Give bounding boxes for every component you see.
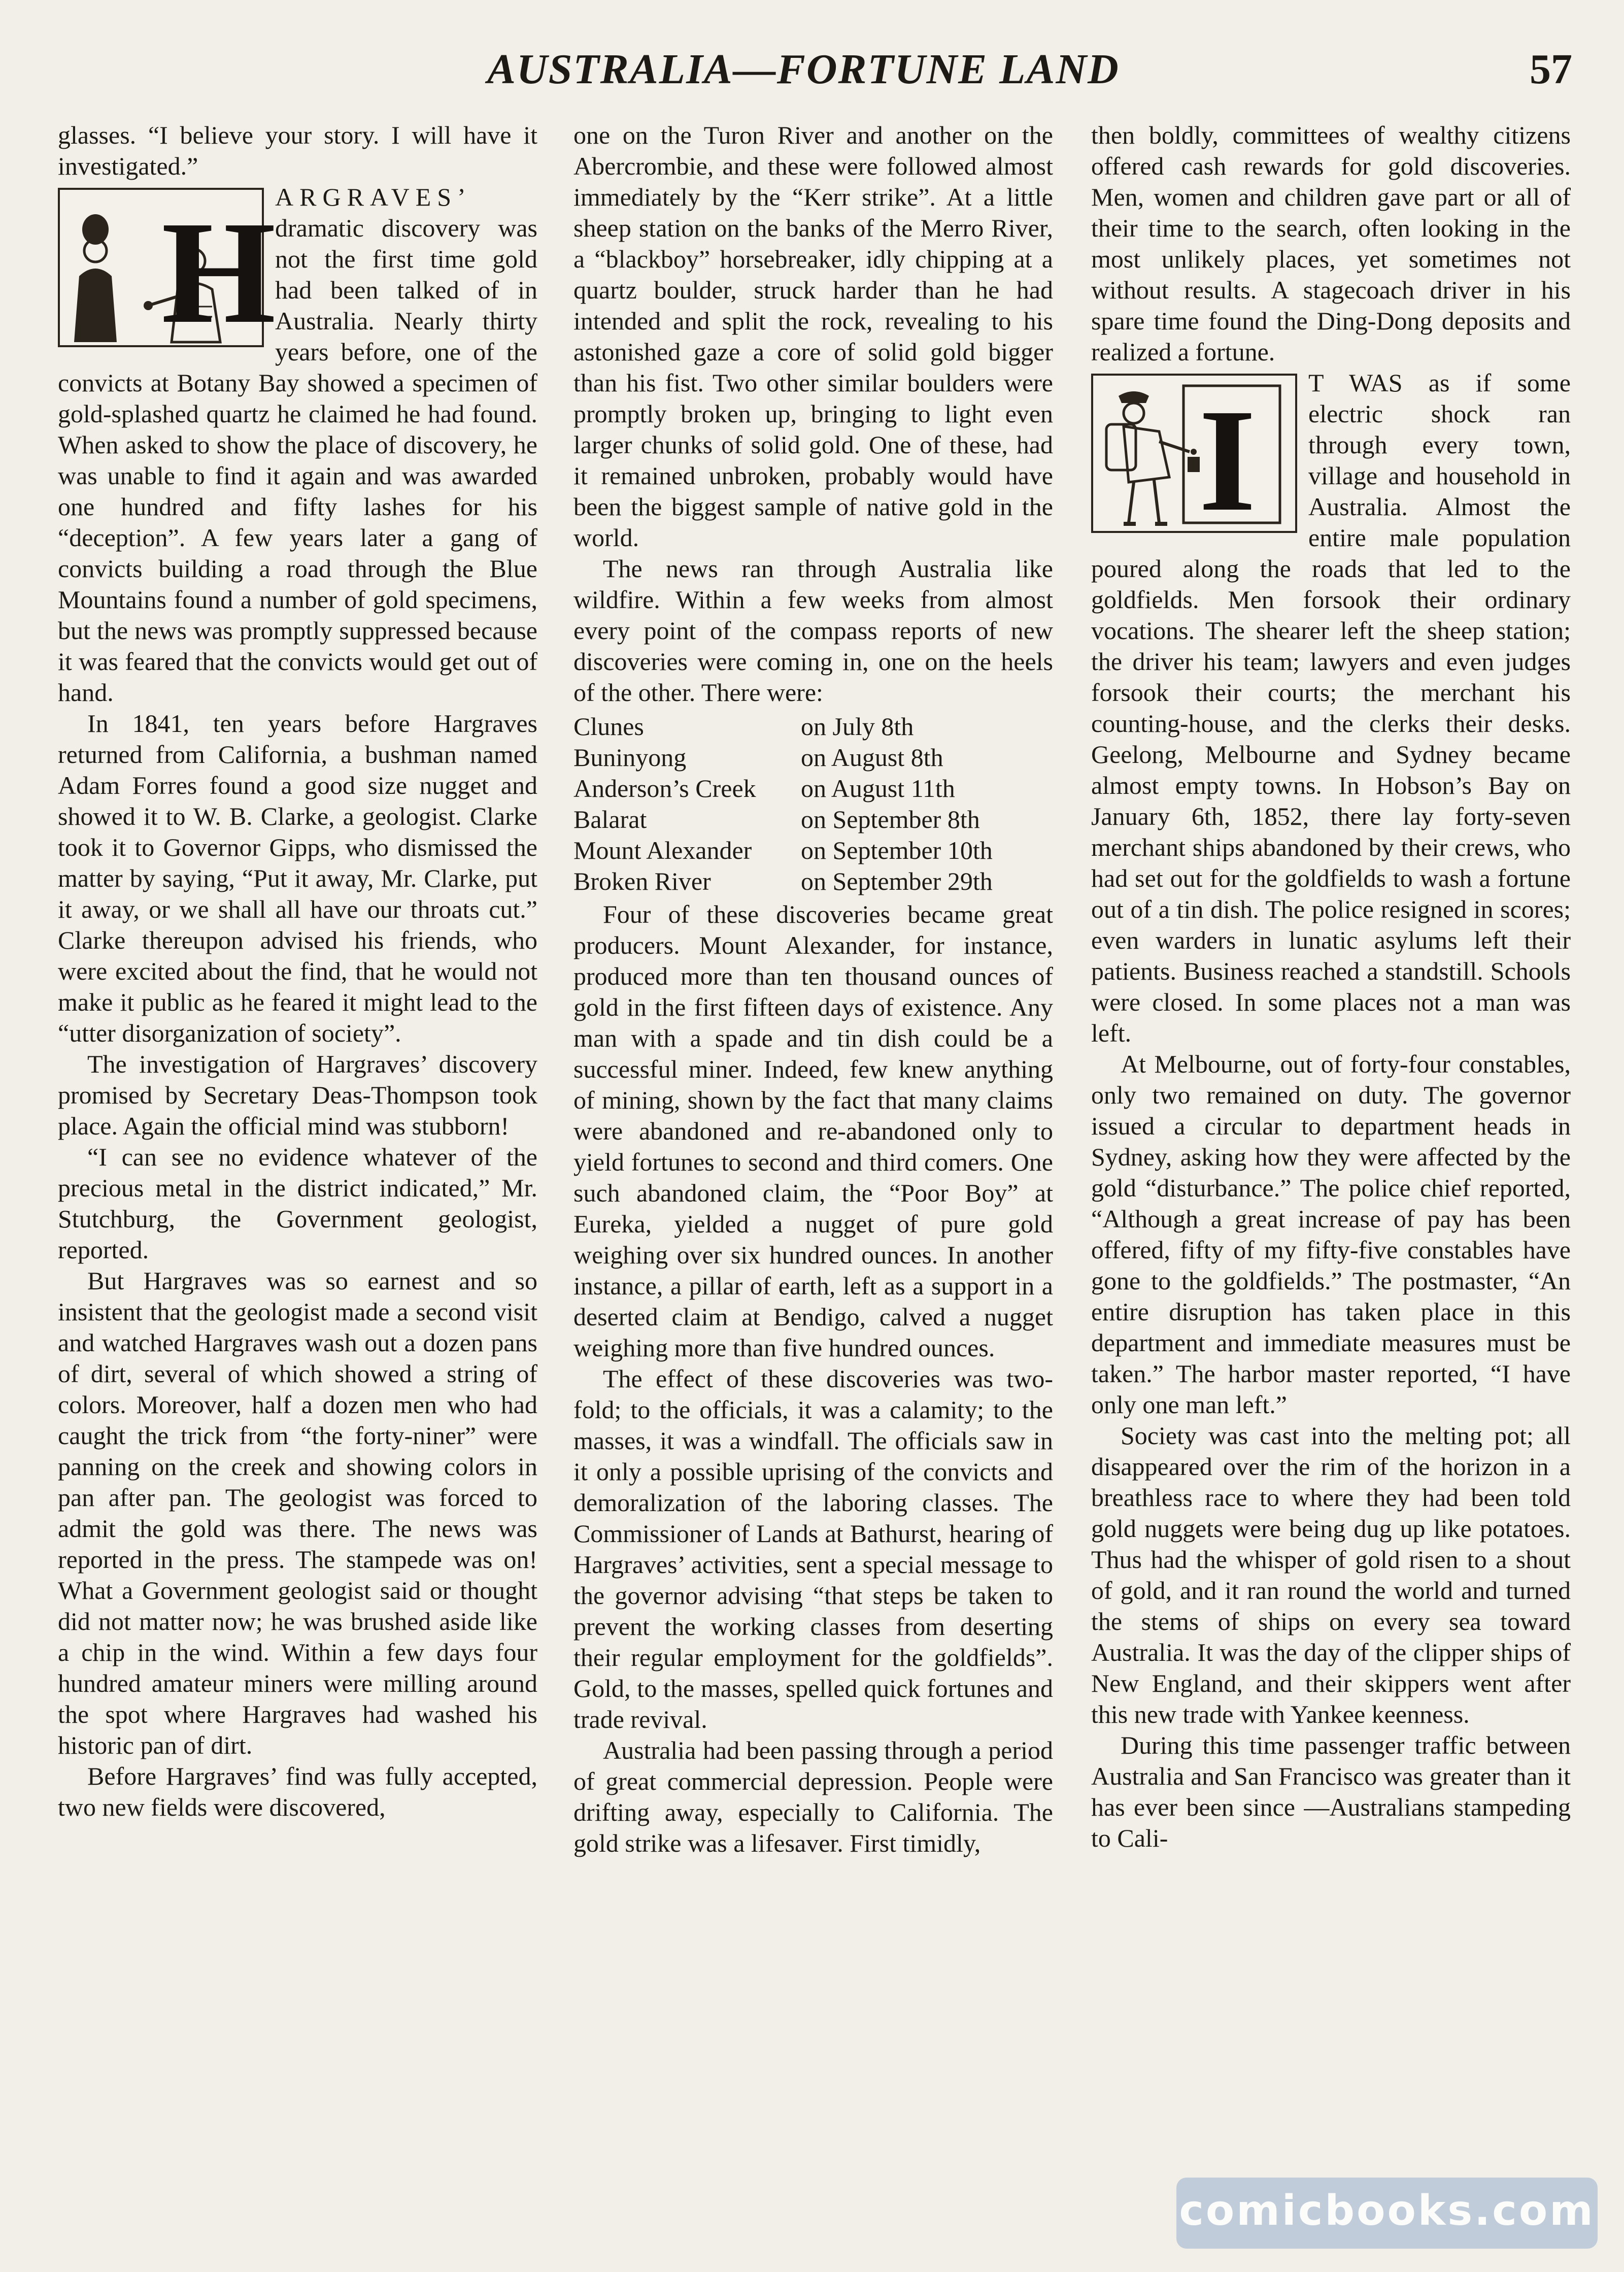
discovery-place: Anderson’s Creek	[573, 774, 756, 803]
dropcap-continuation: ARGRAVES’	[275, 183, 472, 211]
paragraph-text: dramatic discovery was not the first time gold had been talked of in Australia. Nearly thirty years before, one of the convicts at Botany Bay showed a specimen of gold-splashed quartz he claimed he had found. When asked to show the place of discovery, he was unable to find it again and was awarded one hundred and fifty lashes for his “deception”. A few years later a gang of convicts building a road through the Blue Mountains found a number of gold specimens, but the news was promptly suppressed because it was feared that the convicts would get out of hand.	[58, 214, 537, 707]
discoveries-table	[573, 711, 1053, 897]
paragraph: At Melbourne, out of forty-four constables, only two remained on duty. The governor issued a circular to department heads in Sydney, asking how they were affected by the gold “disturbance.” The police chief reported, “Although a great increase of pay has been offered, fifty of my fifty-five constables have gone to the goldfields.” The postmaster, “An entire disruption has taken place in this department and immediate measures must be taken.” The harbor master reported, “I have only one man left.”	[1091, 1050, 1571, 1419]
discovery-date: on September 29th	[801, 867, 993, 895]
paragraph-text: as if some electric shock ran through every town, village and household in Australia. Almost the entire male population poured along the roads that led to the goldfields. Men forsook their ordinary vocations. The shearer left the sheep station; the driver his team; lawyers and even judges forsook their courts; the merchant his counting-house, and the clerks their desks. Geelong, Melbourne and Sydney became almost empty towns. In Hobson’s Bay on January 6th, 1852, there lay forty-seven merchant ships abandoned by their crews, who had set out for the goldfields to wash a fortune out of a tin dish. The police resigned in scores; even warders in lunatic asylums left their patients. Business reached a standstill. Schools were closed. In some places not a man was left.	[1091, 369, 1571, 1047]
table-row	[573, 866, 1053, 897]
discovery-place: Balarat	[573, 805, 647, 833]
discovery-date: on July 8th	[801, 712, 914, 741]
article-column-2	[573, 120, 1053, 1859]
dropcap-continuation: T WAS	[1308, 369, 1403, 397]
paragraph: Australia had been passing through a period of great commercial depression. People were drifting away, especially to California. The gold strike was a lifesaver. First timidly,	[573, 1736, 1053, 1857]
paragraph: Four of these discoveries became great producers. Mount Alexander, for instance, produced more than ten thousand ounces of gold in the first fifteen days of existence. Any man with a spade and tin dish could be a successful miner. Indeed, few knew anything of mining, shown by the fact that many claims were abandoned and re-abandoned only to yield fortunes to second and third comers. One such abandoned claim, the “Poor Boy” at Eureka, yielded a nugget of pure gold weighing over six hundred ounces. In another instance, a pillar of earth, left as a support in a deserted claim at Bendigo, calved a nugget weighing more than five hundred ounces.	[573, 900, 1053, 1362]
dropcap-letter: H	[161, 191, 276, 354]
paragraph: Society was cast into the melting pot; all disappeared over the rim of the horizon in a breathless race to where they had been told gold nuggets were being dug up like potatoes. Thus had the whisper of gold risen to a shout of gold, and it ran round the world and turned the stems of ships on every sea toward Australia. It was the day of the clipper ships of New England, and their skippers went after this new trade with Yankee keenness.	[1091, 1421, 1571, 1728]
paragraph: The investigation of Hargraves’ discovery promised by Secretary Deas-Thompson took place. Again the official mind was stubborn!	[58, 1050, 537, 1140]
paragraph: then boldly, committees of wealthy citizens offered cash rewards for gold discoveries. Men, women and children gave part or all of their time to the search, often looking in the most unlikely places, yet sometimes not without results. A stagecoach driver in his spare time found the Ding-Dong deposits and realized a fortune.	[1091, 121, 1571, 366]
table-row	[573, 835, 1053, 866]
running-title: AUSTRALIA—FORTUNE LAND	[487, 46, 1120, 93]
paragraph: “I can see no evidence whatever of the precious metal in the district indicated,” Mr. Stutchburg, the Government geologist, reported.	[58, 1143, 537, 1264]
page-number: 57	[1530, 46, 1572, 93]
discovery-place: Buninyong	[573, 743, 687, 772]
site-watermark	[1176, 2178, 1598, 2249]
discovery-date: on September 8th	[801, 805, 980, 833]
table-row	[573, 742, 1053, 773]
table-row	[573, 773, 1053, 804]
article-column-3	[1091, 120, 1571, 1854]
paragraph: one on the Turon River and another on the Abercrombie, and these were followed almost immediately by the “Kerr strike”. At a little sheep station on the banks of the Merro River, a “blackboy” horsebreaker, idly chipping at a quartz boulder, struck harder than he had intended and split the rock, revealing to his astonished gaze a core of solid gold bigger than his fist. Two other similar boulders were promptly broken up, bringing to light even larger chunks of solid gold. One of these, had it remained unbroken, probably would have been the biggest sample of native gold in the world.	[573, 121, 1053, 552]
watermark-text: comicbooks.com	[1179, 2187, 1595, 2235]
miner-at-door-illustration	[1093, 376, 1295, 531]
dropcap-illustration-i	[1091, 374, 1297, 542]
dropcap-letter: I	[1199, 379, 1256, 542]
discovery-date: on September 10th	[801, 836, 993, 864]
paragraph: The news ran through Australia like wildfire. Within a few weeks from almost every point of the compass reports of new discoveries were coming in, one on the heels of the other. There were:	[573, 554, 1053, 707]
paragraph: Before Hargraves’ find was fully accepted, two new fields were discovered,	[58, 1762, 537, 1821]
paragraph: During this time passenger traffic between Australia and San Francisco was greater than it has ever been since —Australians stampeding to Cali-	[1091, 1731, 1571, 1852]
paragraph: In 1841, ten years before Hargraves returned from California, a bushman named Adam Forres found a good size nugget and showed it to W. B. Clarke, a geologist. Clarke took it to Governor Gipps, who dismissed the matter by saying, “Put it away, Mr. Clarke, put it away, or we shall all have our throats cut.” Clarke thereupon advised his friends, who were excited about the find, that he would not make it public as he feared it might lead to the “utter disorganization of society”.	[58, 709, 537, 1047]
paragraph: glasses. “I believe your story. I will have it investigated.”	[58, 121, 537, 180]
article-column-1	[58, 120, 537, 1823]
discovery-place: Mount Alexander	[573, 836, 752, 864]
page-header	[0, 45, 1624, 101]
dropcap-illustration-h	[58, 188, 276, 354]
discovery-place: Broken River	[573, 867, 711, 895]
discovery-place: Clunes	[573, 712, 644, 741]
table-row	[573, 804, 1053, 835]
paragraph: The effect of these discoveries was two-fold; to the officials, it was a calamity; to the masses, it was a windfall. The officials saw in it only a possible uprising of the convicts and demoralization of the laboring classes. The Commissioner of Lands at Bathurst, hearing of Hargraves’ activities, sent a special message to the governor advising “that steps be taken to prevent the working classes from deserting their regular employment for the goldfields”. Gold, to the masses, spelled quick fortunes and trade revival.	[573, 1364, 1053, 1733]
discovery-date: on August 11th	[801, 774, 955, 803]
discovery-date: on August 8th	[801, 743, 943, 772]
table-row	[573, 711, 1053, 742]
paragraph: But Hargraves was so earnest and so insistent that the geologist made a second visit and watched Hargraves wash out a dozen pans of dirt, several of which showed a string of colors. Moreover, half a dozen men who had caught the trick from “the forty-niner” were panning on the creek and showing colors in pan after pan. The geologist was forced to admit the gold was there. The news was reported in the press. The stampede was on! What a Government geologist said or thought did not matter now; he was brushed aside like a chip in the wind. Within a few days four hundred amateur miners were milling around the spot where Hargraves had washed his historic pan of dirt.	[58, 1266, 537, 1759]
